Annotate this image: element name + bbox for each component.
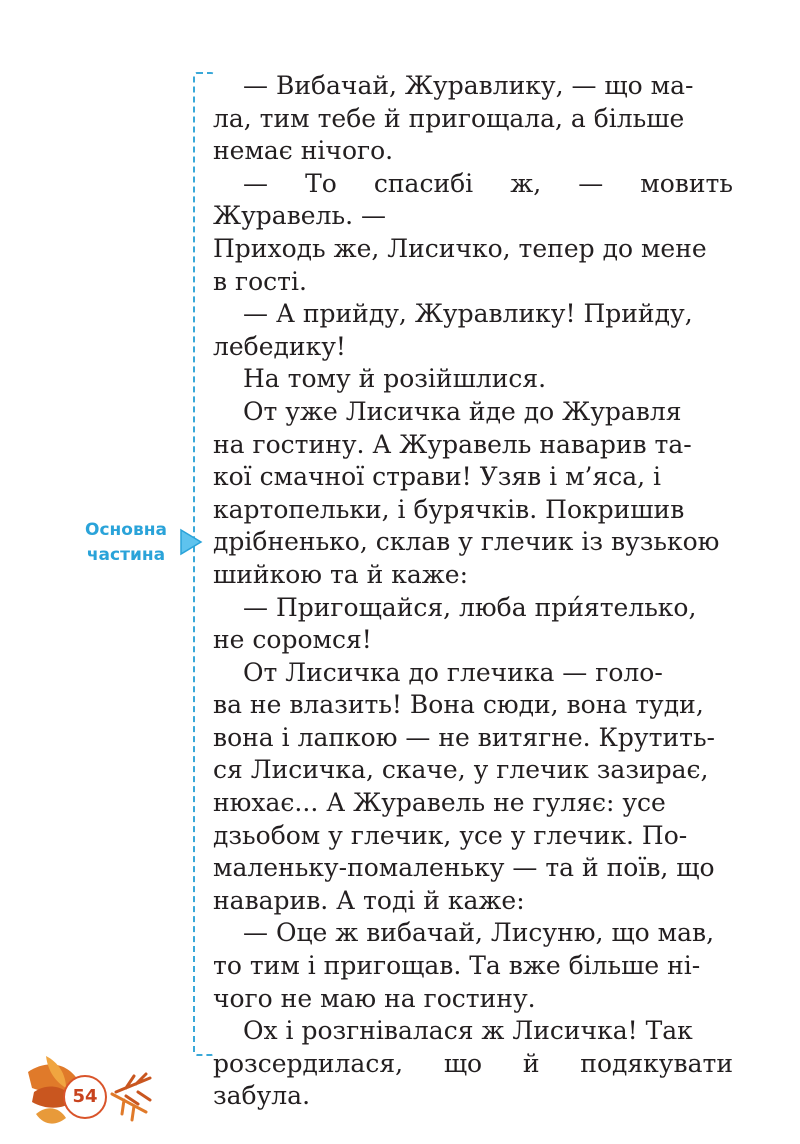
paragraph: Ох і розгнівалася ж Лисичка! Так розсердилася, що й подякувати забула. [213,1016,733,1111]
page-number: 54 [63,1075,107,1119]
paragraph: — Пригощайся, люба при́ятелько, не соромся! [213,592,697,655]
paragraph: — Вибачай, Журавлику, — що ма- ла, тим тебе й пригощала, а більше немає нічого. [213,71,694,166]
story-text [213,70,733,1113]
section-label: Основна частина [85,520,167,565]
paragraph: — А прийду, Журавлику! Прийду, лебедику! [213,299,693,361]
paragraph: На тому й розійшлися. [243,364,547,394]
paragraph: — Оце ж вибачай, Лисуню, що мав, то тим і пригощав. Та вже більше ні- чого не маю на гостину. [213,918,715,1013]
arrow-right-icon [178,528,204,556]
section-bracket [193,72,215,1056]
paragraph: От уже Лисичка йде до Журавля на гостину. А Журавель наварив та- кої смачної страви! Узяв і м’яса, і картопельки, і бурячків. Покришив дрібненько, склав у глечик із вузькою шийкою та й каже: [213,396,720,589]
paragraph: — То спасибі ж, — мовить Журавель. — Приходь же, Лисичко, тепер до мене в гості. [213,168,733,296]
paragraph: От Лисичка до глечика — голо- ва не влазить! Вона сюди, вона туди, вона і лапкою — не витягне. Крутить- ся Лисичка, скаче, у глечик зазирає, нюхає... А Журавель не гуляє: усе дзьобом у глечик, усе у глечик. По- маленьку-помаленьку — та й поїв, що наварив. А тоді й каже: [213,657,716,915]
